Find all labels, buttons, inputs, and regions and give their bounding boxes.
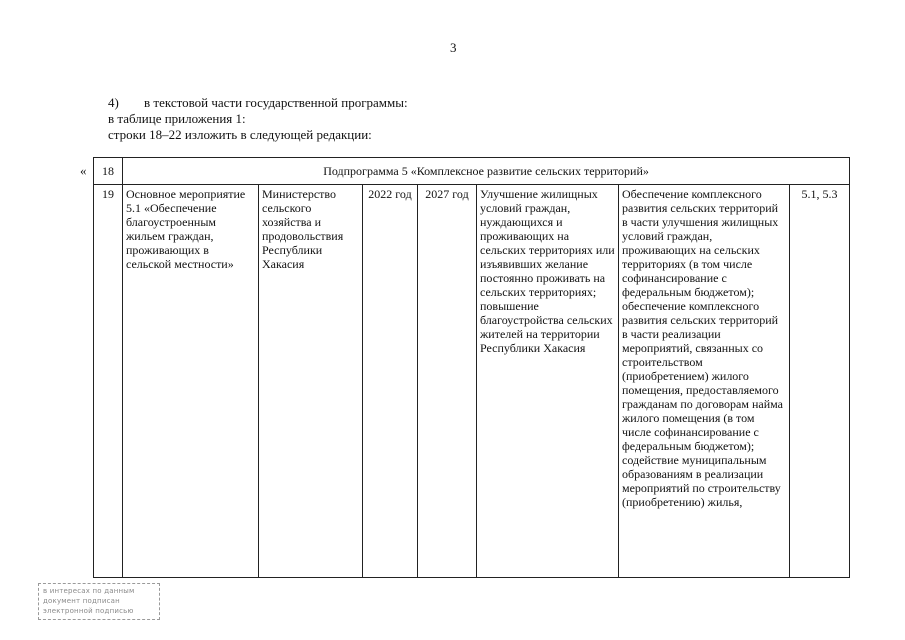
intro-line-1: 4) в текстовой части государственной программы: [108,95,408,110]
open-quote: « [80,163,87,178]
electronic-signature-stamp: в интересах по данным документ подписан электронной подписью [38,583,160,620]
executor-cell: Министерство сельского хозяйства и продовольствия Республики Хакасия [259,185,363,578]
activity-cell: Основное мероприятие 5.1 «Обеспечение благоустроенным жильем граждан, проживающих в сельской местности» [123,185,259,578]
row-number: 19 [94,185,123,578]
program-table [93,157,850,578]
end-year-cell: 2027 год [418,185,477,578]
intro-line-2: в таблице приложения 1: [108,111,246,126]
indicators-cell: 5.1, 5.3 [790,185,850,578]
expected-result-cell: Улучшение жилищных условий граждан, нуждающихся и проживающих на сельских территориях или изъявивших желание постоянно проживать на сельских территориях; повышение благоустройства сельских жителей на территории Республики Хакасия [477,185,619,578]
table-row-19 [94,185,850,578]
intro-line-3: строки 18–22 изложить в следующей редакции: [108,127,372,142]
row-number: 18 [94,158,123,185]
item-number: 4) [108,95,119,110]
directions-cell: Обеспечение комплексного развития сельских территорий в части улучшения жилищных условий граждан, проживающих на сельских территориях (в том числе софинансирование с федеральным бюджетом); обеспечение комплексного развития сельских территорий в части реализации мероприятий, связанных со строительством (приобретением) жилого помещения, предоставляемого гражданам по договорам найма жилого помещения (в том числе софинансирование с федеральным бюджетом); содействие муниципальным образованиям в реализации мероприятий по строительству (приобретению) жилья, [619,185,790,578]
subprogram-title: Подпрограмма 5 «Комплексное развитие сельских территорий» [123,158,850,185]
page-number: 3 [450,40,457,55]
intro-text [108,95,408,143]
start-year-cell: 2022 год [363,185,418,578]
table-row-18 [94,158,850,185]
